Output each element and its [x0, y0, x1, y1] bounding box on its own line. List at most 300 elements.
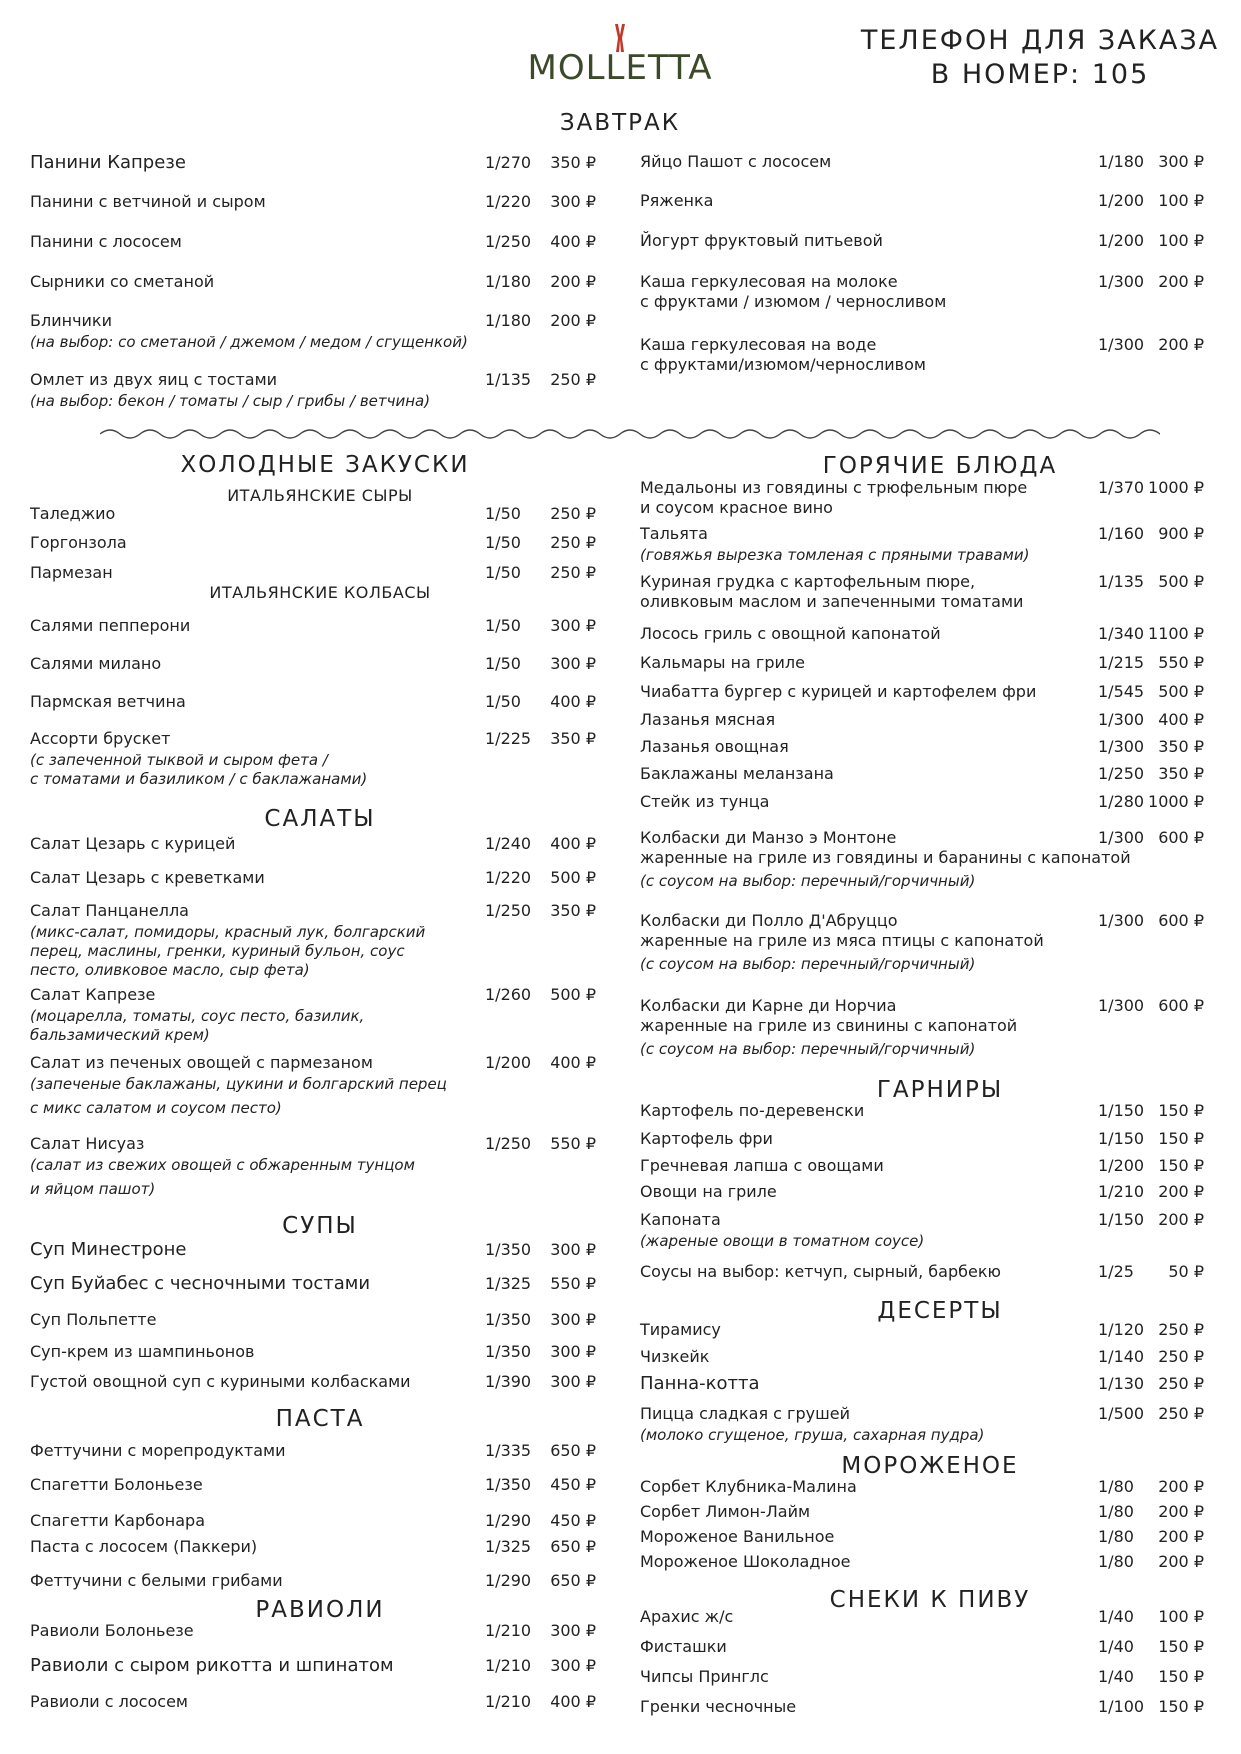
menu-item — [640, 1477, 1210, 1497]
item-price: 400 ₽ — [550, 692, 596, 711]
item-name: Овощи на гриле — [640, 1182, 777, 1201]
menu-item — [30, 834, 600, 854]
item-name: Яйцо Пашот с лососем — [640, 152, 832, 171]
menu-item — [30, 1571, 600, 1591]
item-portion: 1/240 — [485, 834, 532, 853]
item-portion: 1/220 — [485, 192, 532, 211]
item-portion: 1/130 — [1098, 1374, 1145, 1393]
section-title-soups: СУПЫ — [282, 1213, 358, 1239]
item-price: 150 ₽ — [1158, 1667, 1204, 1686]
item-price: 650 ₽ — [550, 1441, 596, 1460]
item-portion: 1/50 — [485, 692, 521, 711]
item-name: Панини Капрезе — [30, 152, 186, 173]
item-portion: 1/220 — [485, 868, 532, 887]
item-portion: 1/210 — [485, 1656, 532, 1675]
item-price: 350 ₽ — [550, 153, 596, 172]
item-name: Блинчики — [30, 311, 112, 330]
item-name: Равиоли с лососем — [30, 1692, 188, 1711]
item-price: 150 ₽ — [1158, 1697, 1204, 1716]
item-name: Пицца сладкая с грушей — [640, 1404, 850, 1423]
menu-item — [640, 1210, 1210, 1250]
section-title-cold: ХОЛОДНЫЕ ЗАКУСКИ — [180, 452, 470, 478]
item-description: (молоко сгущеное, груша, сахарная пудра) — [640, 1426, 985, 1444]
item-name: Салат Панцанелла — [30, 901, 189, 920]
menu-item — [30, 1511, 600, 1531]
menu-item — [640, 191, 1210, 211]
item-portion: 1/250 — [1098, 764, 1145, 783]
menu-item — [30, 1692, 600, 1712]
item-portion: 1/50 — [485, 563, 521, 582]
item-price: 300 ₽ — [550, 616, 596, 635]
menu-item — [30, 1441, 600, 1461]
item-price: 150 ₽ — [1158, 1156, 1204, 1175]
item-price: 200 ₽ — [1158, 1552, 1204, 1571]
item-name: Салат Капрезе — [30, 985, 156, 1004]
menu-item — [30, 616, 600, 636]
item-price: 150 ₽ — [1158, 1129, 1204, 1148]
logo — [520, 24, 720, 88]
item-portion: 1/200 — [1098, 191, 1145, 210]
item-name: Пармезан — [30, 563, 113, 582]
menu-item — [30, 901, 600, 979]
item-name: Колбаски ди Карне ди Норчиа — [640, 996, 897, 1015]
item-portion: 1/160 — [1098, 524, 1145, 543]
item-portion: 1/200 — [1098, 231, 1145, 250]
item-portion: 1/200 — [1098, 1156, 1145, 1175]
item-name: Фисташки — [640, 1637, 727, 1656]
item-name: Суп-крем из шампиньонов — [30, 1342, 255, 1361]
item-portion: 1/290 — [485, 1571, 532, 1590]
item-name: Спагетти Карбонара — [30, 1511, 206, 1530]
item-name-line-2: с фруктами/изюмом/черносливом — [640, 355, 926, 374]
item-name: Ассорти брускет — [30, 729, 171, 748]
item-name: Стейк из тунца — [640, 792, 770, 811]
item-price: 450 ₽ — [550, 1511, 596, 1530]
item-portion: 1/180 — [1098, 152, 1145, 171]
menu-item — [640, 272, 1210, 311]
item-price: 100 ₽ — [1158, 231, 1204, 250]
item-price: 200 ₽ — [1158, 335, 1204, 354]
phone-line-2: В НОМЕР: 105 — [930, 59, 1150, 90]
item-price: 550 ₽ — [1158, 653, 1204, 672]
item-price: 200 ₽ — [550, 311, 596, 330]
item-name-line-2: жаренные на гриле из говядины и баранины с капонатой — [640, 848, 1131, 867]
item-price: 300 ₽ — [550, 1342, 596, 1361]
item-price: 350 ₽ — [550, 729, 596, 748]
item-description: (с запеченной тыквой и сыром фета / — [30, 751, 328, 769]
section-title-salads: САЛАТЫ — [264, 806, 376, 832]
item-portion: 1/100 — [1098, 1697, 1145, 1716]
item-description: бальзамический крем) — [30, 1026, 210, 1044]
menu-item — [30, 985, 600, 1044]
item-price: 300 ₽ — [550, 1621, 596, 1640]
menu-item — [30, 1053, 600, 1117]
item-price: 250 ₽ — [550, 563, 596, 582]
menu-item — [640, 478, 1210, 517]
item-portion: 1/300 — [1098, 737, 1145, 756]
menu-item — [640, 682, 1210, 702]
menu-item — [30, 192, 600, 212]
menu-item — [30, 311, 600, 351]
item-name: Мороженое Шоколадное — [640, 1552, 851, 1571]
item-name: Куриная грудка с картофельным пюре, — [640, 572, 976, 591]
item-price: 350 ₽ — [550, 901, 596, 920]
item-portion: 1/250 — [485, 232, 532, 251]
item-name: Омлет из двух яиц с тостами — [30, 370, 278, 389]
menu-item — [30, 232, 600, 252]
menu-item — [30, 504, 600, 524]
phone-line-1: ТЕЛЕФОН ДЛЯ ЗАКАЗА — [860, 25, 1220, 56]
item-name: Панини с лососем — [30, 232, 182, 251]
wave-divider — [100, 424, 1160, 444]
item-name: Арахис ж/с — [640, 1607, 734, 1626]
item-name: Гречневая лапша с овощами — [640, 1156, 884, 1175]
item-name: Йогурт фруктовый питьевой — [640, 231, 883, 250]
menu-item — [640, 1156, 1210, 1176]
item-price: 300 ₽ — [550, 1372, 596, 1391]
item-name: Салями пепперони — [30, 616, 191, 635]
menu-item — [640, 1667, 1210, 1687]
item-portion: 1/250 — [485, 901, 532, 920]
menu-item — [30, 370, 600, 410]
menu-item — [30, 1240, 600, 1260]
menu-item — [640, 1404, 1210, 1444]
item-price: 300 ₽ — [550, 192, 596, 211]
item-portion: 1/335 — [485, 1441, 532, 1460]
item-price: 300 ₽ — [1158, 152, 1204, 171]
item-price: 400 ₽ — [550, 232, 596, 251]
menu-item — [640, 152, 1210, 172]
item-price: 1000 ₽ — [1148, 478, 1204, 497]
item-name: Салат из печеных овощей с пармезаном — [30, 1053, 373, 1072]
menu-item — [30, 1656, 600, 1676]
item-name: Салат Цезарь с креветками — [30, 868, 265, 887]
item-price: 50 ₽ — [1168, 1262, 1204, 1281]
item-name: Пармская ветчина — [30, 692, 186, 711]
item-price: 200 ₽ — [1158, 1182, 1204, 1201]
menu-item — [640, 996, 1210, 1058]
item-name: Медальоны из говядины с трюфельным пюре — [640, 478, 1028, 497]
menu-item — [640, 764, 1210, 784]
item-name: Таледжио — [30, 504, 116, 523]
item-portion: 1/210 — [485, 1692, 532, 1711]
item-description: (говяжья вырезка томленая с пряными травами) — [640, 546, 1030, 564]
item-price: 200 ₽ — [1158, 1527, 1204, 1546]
menu-item — [30, 1274, 600, 1294]
menu-item — [640, 1347, 1210, 1367]
item-price: 250 ₽ — [1158, 1320, 1204, 1339]
item-name: Тирамису — [640, 1320, 721, 1339]
item-name: Чиабатта бургер с курицей и картофелем фри — [640, 682, 1037, 701]
menu-item — [30, 868, 600, 888]
item-price: 200 ₽ — [550, 272, 596, 291]
menu-item — [640, 1527, 1210, 1547]
item-portion: 1/50 — [485, 654, 521, 673]
item-price: 200 ₽ — [1158, 1210, 1204, 1229]
item-name: Салат Нисуаз — [30, 1134, 145, 1153]
item-price: 150 ₽ — [1158, 1637, 1204, 1656]
item-description: (салат из свежих овощей с обжаренным тунцом — [30, 1156, 415, 1174]
item-portion: 1/300 — [1098, 911, 1145, 930]
item-name: Чипсы Принглс — [640, 1667, 769, 1686]
menu-item — [640, 572, 1210, 611]
item-description: (с соусом на выбор: перечный/горчичный) — [640, 955, 976, 973]
item-description: (микс-салат, помидоры, красный лук, болгарский — [30, 923, 426, 941]
item-portion: 1/300 — [1098, 828, 1145, 847]
item-price: 500 ₽ — [1158, 682, 1204, 701]
item-name-line-2: и соусом красное вино — [640, 498, 833, 517]
menu-item — [640, 828, 1210, 890]
item-portion: 1/135 — [1098, 572, 1145, 591]
item-price: 250 ₽ — [1158, 1404, 1204, 1423]
item-price: 250 ₽ — [1158, 1374, 1204, 1393]
item-name: Феттучини с морепродуктами — [30, 1441, 286, 1460]
item-portion: 1/300 — [1098, 335, 1145, 354]
item-portion: 1/40 — [1098, 1667, 1134, 1686]
item-portion: 1/40 — [1098, 1637, 1134, 1656]
menu-item — [640, 1502, 1210, 1522]
subsection-title-cheeses: ИТАЛЬЯНСКИЕ СЫРЫ — [227, 486, 413, 505]
menu-item — [30, 1310, 600, 1330]
menu-item — [640, 524, 1210, 564]
item-price: 100 ₽ — [1158, 1607, 1204, 1626]
item-price: 600 ₽ — [1158, 911, 1204, 930]
item-name-line-2: жаренные на гриле из свинины с капонатой — [640, 1016, 1018, 1035]
item-name: Чизкейк — [640, 1347, 710, 1366]
item-description: перец, маслины, гренки, куриный бульон, соус — [30, 942, 405, 960]
menu-item — [640, 737, 1210, 757]
item-portion: 1/350 — [485, 1240, 532, 1259]
item-price: 250 ₽ — [550, 370, 596, 389]
item-portion: 1/545 — [1098, 682, 1145, 701]
section-title-hot: ГОРЯЧИЕ БЛЮДА — [822, 453, 1058, 479]
item-price: 1000 ₽ — [1148, 792, 1204, 811]
item-description: с томатами и базиликом / с баклажанами) — [30, 770, 368, 788]
item-description: (жареные овощи в томатном соусе) — [640, 1232, 925, 1250]
item-name-line-2: жаренные на гриле из мяса птицы с капонатой — [640, 931, 1044, 950]
item-price: 450 ₽ — [550, 1475, 596, 1494]
item-name: Спагетти Болоньезе — [30, 1475, 203, 1494]
item-name: Колбаски ди Полло Д'Абруццо — [640, 911, 898, 930]
item-portion: 1/325 — [485, 1274, 532, 1293]
menu-item — [640, 1101, 1210, 1121]
item-name: Горгонзола — [30, 533, 127, 552]
item-description: (на выбор: бекон / томаты / сыр / грибы / ветчина) — [30, 392, 431, 410]
menu-item — [640, 1262, 1210, 1282]
menu-item — [640, 710, 1210, 730]
menu-item — [30, 1537, 600, 1557]
menu-item — [640, 231, 1210, 251]
item-name: Мороженое Ванильное — [640, 1527, 835, 1546]
menu-item — [30, 1134, 600, 1198]
item-portion: 1/80 — [1098, 1502, 1134, 1521]
section-title-sides: ГАРНИРЫ — [876, 1077, 1004, 1103]
item-portion: 1/225 — [485, 729, 532, 748]
item-portion: 1/180 — [485, 311, 532, 330]
menu-item — [640, 1374, 1210, 1394]
item-portion: 1/150 — [1098, 1101, 1145, 1120]
item-price: 500 ₽ — [1158, 572, 1204, 591]
item-name: Ряженка — [640, 191, 714, 210]
item-name: Сырники со сметаной — [30, 272, 215, 291]
item-name: Паста с лососем (Паккери) — [30, 1537, 258, 1556]
item-price: 400 ₽ — [550, 1053, 596, 1072]
item-portion: 1/290 — [485, 1511, 532, 1530]
item-price: 300 ₽ — [550, 1656, 596, 1675]
item-name: Суп Польпетте — [30, 1310, 157, 1329]
item-portion: 1/150 — [1098, 1210, 1145, 1229]
item-portion: 1/140 — [1098, 1347, 1145, 1366]
item-name: Равиоли Болоньезе — [30, 1621, 194, 1640]
item-price: 150 ₽ — [1158, 1101, 1204, 1120]
item-price: 350 ₽ — [1158, 764, 1204, 783]
item-name: Лосось гриль с овощной капонатой — [640, 624, 941, 643]
item-price: 550 ₽ — [550, 1134, 596, 1153]
item-name: Каша геркулесовая на молоке — [640, 272, 898, 291]
item-price: 500 ₽ — [550, 985, 596, 1004]
item-price: 900 ₽ — [1158, 524, 1204, 543]
menu-item — [30, 153, 600, 173]
menu-item — [640, 1637, 1210, 1657]
item-name: Колбаски ди Манзо э Монтоне — [640, 828, 897, 847]
item-price: 400 ₽ — [550, 1692, 596, 1711]
item-price: 550 ₽ — [550, 1274, 596, 1293]
item-description: (запеченые баклажаны, цукини и болгарский перец — [30, 1075, 447, 1093]
item-name-line-2: с фруктами / изюмом / черносливом — [640, 292, 947, 311]
item-portion: 1/500 — [1098, 1404, 1145, 1423]
item-portion: 1/270 — [485, 153, 532, 172]
item-name: Равиоли с сыром рикотта и шпинатом — [30, 1655, 394, 1676]
item-name: Густой овощной суп с куриными колбасками — [30, 1372, 411, 1391]
item-portion: 1/80 — [1098, 1552, 1134, 1571]
item-portion: 1/260 — [485, 985, 532, 1004]
item-portion: 1/210 — [485, 1621, 532, 1640]
item-portion: 1/370 — [1098, 478, 1145, 497]
menu-item — [640, 1129, 1210, 1149]
item-name: Баклажаны меланзана — [640, 764, 834, 783]
item-description: и яйцом пашот) — [30, 1180, 156, 1198]
item-name: Гренки чесночные — [640, 1697, 797, 1716]
item-price: 400 ₽ — [550, 834, 596, 853]
menu-item — [30, 533, 600, 553]
item-portion: 1/50 — [485, 616, 521, 635]
item-name: Салат Цезарь с курицей — [30, 834, 236, 853]
item-portion: 1/340 — [1098, 624, 1145, 643]
menu-item — [30, 1342, 600, 1362]
item-portion: 1/325 — [485, 1537, 532, 1556]
item-name: Кальмары на гриле — [640, 653, 805, 672]
menu-item — [640, 1182, 1210, 1202]
item-description: (с соусом на выбор: перечный/горчичный) — [640, 872, 976, 890]
item-name: Капоната — [640, 1210, 721, 1229]
menu-item — [640, 624, 1210, 644]
section-title-breakfast: ЗАВТРАК — [559, 110, 681, 136]
item-portion: 1/215 — [1098, 653, 1145, 672]
item-portion: 1/300 — [1098, 996, 1145, 1015]
room-service-phone — [860, 24, 1220, 92]
menu-item — [640, 911, 1210, 973]
item-portion: 1/250 — [485, 1134, 532, 1153]
section-title-desserts: ДЕСЕРТЫ — [877, 1298, 1003, 1324]
item-price: 1100 ₽ — [1148, 624, 1204, 643]
item-name: Лазанья овощная — [640, 737, 789, 756]
item-portion: 1/350 — [485, 1475, 532, 1494]
menu-item — [30, 729, 600, 788]
item-description: с микс салатом и соусом песто) — [30, 1099, 282, 1117]
item-description: (моцарелла, томаты, соус песто, базилик, — [30, 1007, 365, 1025]
section-title-icecream: МОРОЖЕНОЕ — [841, 1453, 1019, 1479]
item-name: Суп Буйабес с чесночными тостами — [30, 1273, 371, 1294]
subsection-title-sausages: ИТАЛЬЯНСКИЕ КОЛБАСЫ — [209, 583, 431, 602]
item-name: Картофель фри — [640, 1129, 773, 1148]
item-portion: 1/50 — [485, 504, 521, 523]
item-price: 300 ₽ — [550, 1240, 596, 1259]
item-portion: 1/350 — [485, 1310, 532, 1329]
menu-item — [640, 653, 1210, 673]
item-portion: 1/135 — [485, 370, 532, 389]
item-price: 600 ₽ — [1158, 996, 1204, 1015]
menu-item — [30, 563, 600, 583]
section-title-ravioli: РАВИОЛИ — [255, 1597, 385, 1623]
section-title-snacks: СНЕКИ К ПИВУ — [829, 1587, 1031, 1613]
menu-item — [30, 1621, 600, 1641]
item-name: Картофель по-деревенски — [640, 1101, 865, 1120]
menu-item — [640, 1697, 1210, 1717]
item-portion: 1/200 — [485, 1053, 532, 1072]
item-price: 250 ₽ — [1158, 1347, 1204, 1366]
item-portion: 1/350 — [485, 1342, 532, 1361]
item-name: Феттучини с белыми грибами — [30, 1571, 283, 1590]
item-price: 500 ₽ — [550, 868, 596, 887]
menu-item — [30, 692, 600, 712]
item-name: Соусы на выбор: кетчуп, сырный, барбекю — [640, 1262, 1001, 1281]
item-price: 200 ₽ — [1158, 1477, 1204, 1496]
menu-item — [640, 335, 1210, 374]
item-price: 350 ₽ — [1158, 737, 1204, 756]
menu-item — [30, 1372, 600, 1392]
item-price: 650 ₽ — [550, 1571, 596, 1590]
item-name: Суп Минестроне — [30, 1239, 187, 1260]
item-name: Каша геркулесовая на воде — [640, 335, 877, 354]
item-name: Сорбет Клубника-Малина — [640, 1477, 857, 1496]
section-title-pasta: ПАСТА — [275, 1406, 365, 1432]
item-portion: 1/390 — [485, 1372, 532, 1391]
item-name: Панини с ветчиной и сыром — [30, 192, 266, 211]
item-portion: 1/80 — [1098, 1477, 1134, 1496]
logo-text: MOLLETTA — [527, 48, 713, 88]
menu-item — [30, 1475, 600, 1495]
item-price: 100 ₽ — [1158, 191, 1204, 210]
item-portion: 1/120 — [1098, 1320, 1145, 1339]
item-description: (на выбор: со сметаной / джемом / медом / сгущенкой) — [30, 333, 468, 351]
item-price: 250 ₽ — [550, 533, 596, 552]
menu-item — [30, 272, 600, 292]
item-portion: 1/40 — [1098, 1607, 1134, 1626]
item-name: Тальята — [640, 524, 708, 543]
item-name: Салями милано — [30, 654, 162, 673]
item-description: (с соусом на выбор: перечный/горчичный) — [640, 1040, 976, 1058]
item-price: 200 ₽ — [1158, 1502, 1204, 1521]
item-portion: 1/210 — [1098, 1182, 1145, 1201]
item-price: 650 ₽ — [550, 1537, 596, 1556]
item-price: 300 ₽ — [550, 654, 596, 673]
item-portion: 1/280 — [1098, 792, 1145, 811]
item-portion: 1/25 — [1098, 1262, 1134, 1281]
item-portion: 1/300 — [1098, 272, 1145, 291]
menu-item — [640, 1552, 1210, 1572]
menu-item — [30, 654, 600, 674]
item-price: 400 ₽ — [1158, 710, 1204, 729]
